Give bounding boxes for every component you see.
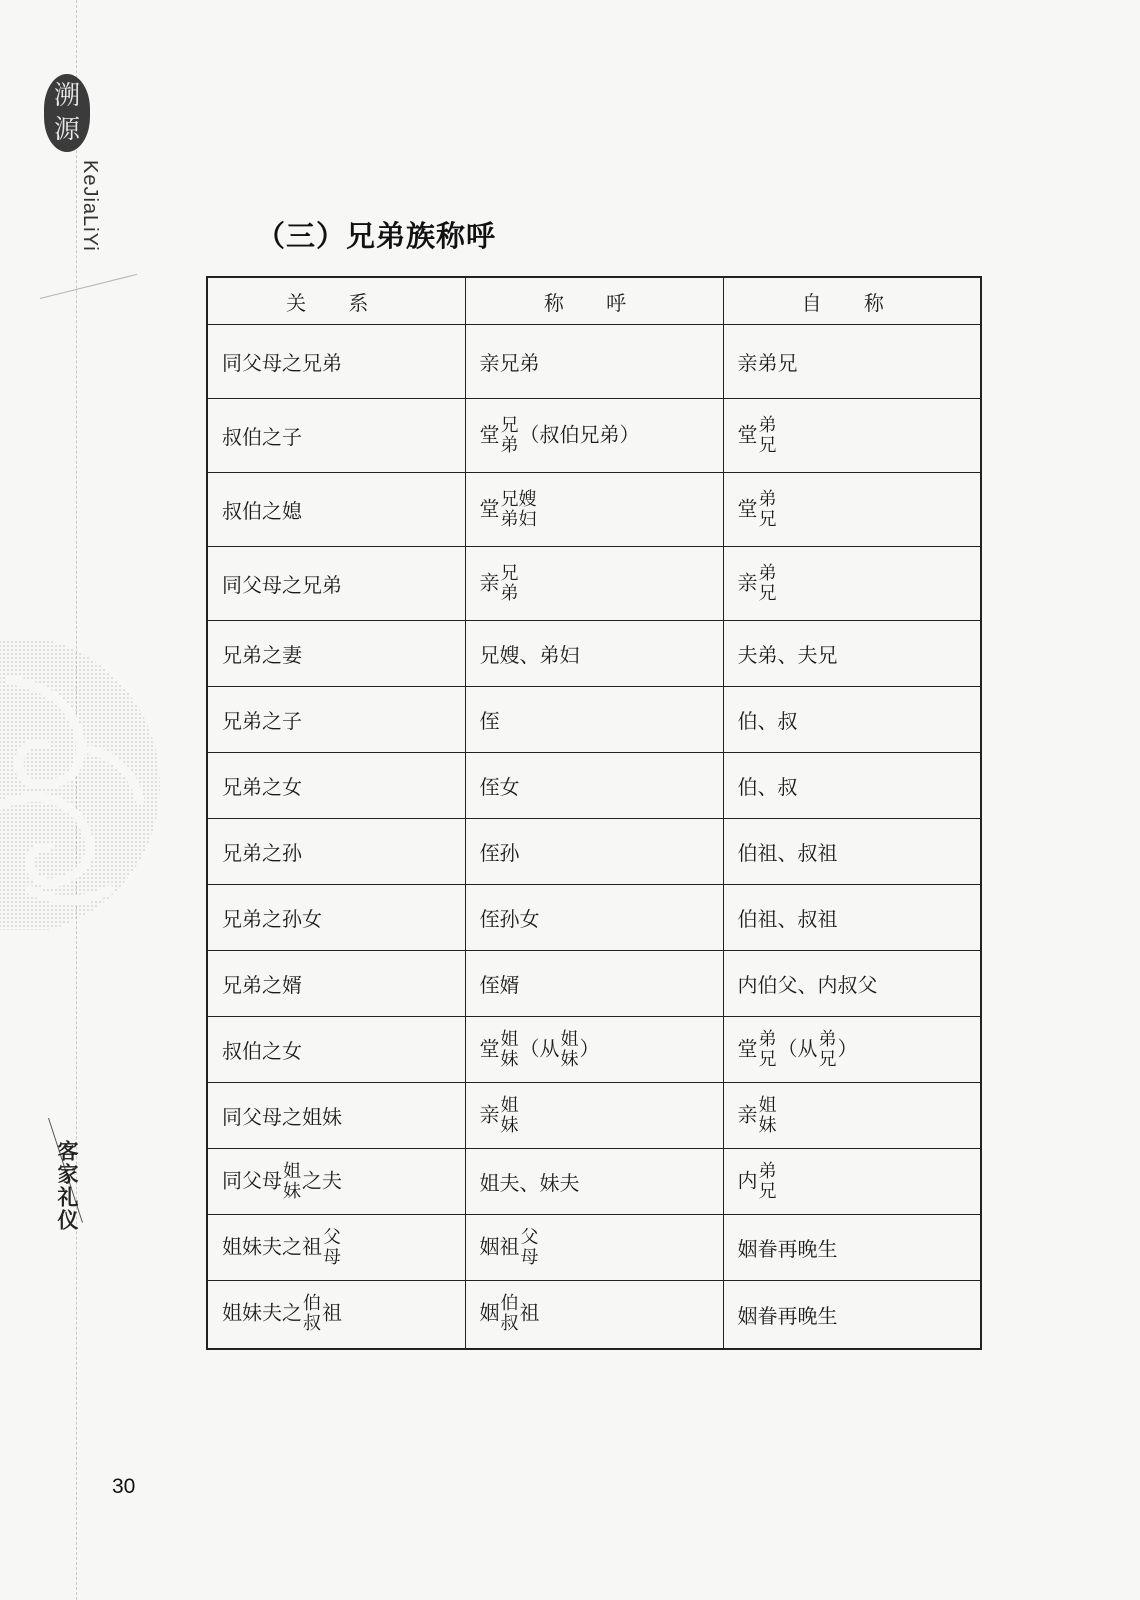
header-self-address: 自 称	[723, 277, 981, 325]
cell-text: 亲	[737, 570, 758, 594]
cell-text: 侄女	[479, 775, 520, 799]
cell-address	[465, 819, 723, 885]
cell-self-address	[723, 819, 981, 885]
stacked-characters	[759, 416, 777, 456]
stacked-characters	[819, 1030, 837, 1070]
stacked-character: 姐	[560, 1028, 579, 1050]
stacked-character: 弟	[500, 582, 519, 604]
cell-text: （从	[519, 1036, 560, 1060]
stacked-character: 母	[520, 1246, 539, 1268]
stacked-character: 弟	[758, 488, 777, 510]
stacked-characters	[501, 416, 519, 456]
cell-text: 兄弟之婿	[222, 973, 302, 997]
stacked-characters	[759, 1030, 777, 1070]
cell-text: 之夫	[302, 1168, 342, 1192]
cell-relation	[207, 753, 465, 819]
stacked-character: 弟	[758, 414, 777, 436]
cell-address	[465, 473, 723, 547]
cell-text: 姐夫、妹夫	[479, 1171, 580, 1195]
stacked-characters	[501, 490, 537, 530]
table-row	[207, 687, 981, 753]
table-row	[207, 1149, 981, 1215]
cell-text: 叔伯之媳	[222, 499, 302, 523]
cell-self-address	[723, 399, 981, 473]
stacked-character: 弟	[758, 1160, 777, 1182]
seal-char: 溯	[53, 81, 80, 111]
stacked-character: 妹	[500, 1114, 519, 1136]
cell-address	[465, 1149, 723, 1215]
stacked-character: 兄	[500, 414, 519, 436]
cell-address	[465, 621, 723, 687]
cloud-ornament-icon	[0, 640, 170, 930]
stacked-character: 妹	[283, 1180, 301, 1202]
stacked-character: 兄	[758, 1180, 777, 1202]
cell-text: （叔伯兄弟）	[519, 422, 640, 446]
table-row	[207, 1215, 981, 1281]
stacked-character: 兄	[500, 562, 519, 584]
cell-text: 侄孙女	[479, 907, 540, 931]
stacked-character: 叔	[303, 1313, 321, 1335]
seal-logo	[44, 74, 90, 152]
cell-address	[465, 1281, 723, 1349]
page-number: 30	[112, 1475, 136, 1498]
cell-relation	[207, 687, 465, 753]
stacked-character: 父	[520, 1226, 539, 1248]
cell-self-address	[723, 1083, 981, 1149]
cell-relation	[207, 1149, 465, 1215]
stacked-character: 伯	[303, 1293, 321, 1315]
cell-text: ）	[579, 1036, 600, 1060]
stacked-characters	[759, 564, 777, 604]
cell-relation	[207, 1215, 465, 1281]
cell-relation	[207, 1083, 465, 1149]
table-row	[207, 1083, 981, 1149]
cell-text: 兄嫂、弟妇	[479, 643, 580, 667]
cell-text: 姻眷再晚生	[737, 1237, 838, 1261]
cell-self-address	[723, 1017, 981, 1083]
cell-text: 姻祖	[479, 1234, 520, 1258]
table-row	[207, 325, 981, 399]
cell-text: 兄弟之妻	[222, 643, 302, 667]
cell-text: 堂	[737, 1036, 758, 1060]
stacked-characters	[501, 1294, 519, 1334]
cell-address	[465, 885, 723, 951]
stacked-characters	[759, 1096, 777, 1136]
decorative-diagonal-line	[40, 274, 137, 299]
cell-text: 姐妹夫之祖	[222, 1234, 322, 1258]
cell-address	[465, 1017, 723, 1083]
cell-text: 侄孙	[479, 841, 520, 865]
cell-relation	[207, 885, 465, 951]
cell-text: 堂	[479, 1036, 500, 1060]
cell-self-address	[723, 325, 981, 399]
stacked-character: 兄	[758, 508, 777, 530]
table-header-row	[207, 277, 981, 325]
stacked-character: 兄	[758, 582, 777, 604]
cell-text: 堂	[479, 422, 500, 446]
cell-text: 内	[737, 1168, 758, 1192]
cell-self-address	[723, 753, 981, 819]
cell-self-address	[723, 951, 981, 1017]
stacked-character: 母	[323, 1246, 341, 1268]
stacked-character: 姐	[500, 1094, 519, 1116]
stacked-character: 弟	[818, 1028, 837, 1050]
stacked-characters	[561, 1030, 579, 1070]
cell-self-address	[723, 1281, 981, 1349]
stacked-character: 兄	[758, 434, 777, 456]
cell-self-address	[723, 885, 981, 951]
cell-text: 姻	[479, 1300, 500, 1325]
stacked-character: 妹	[758, 1114, 777, 1136]
stacked-characters	[521, 1228, 539, 1268]
cell-text: 兄弟之子	[222, 709, 302, 733]
stacked-character: 姐	[500, 1028, 519, 1050]
seal-char: 源	[53, 115, 80, 145]
cell-relation	[207, 399, 465, 473]
cell-self-address	[723, 473, 981, 547]
stacked-characters	[501, 564, 519, 604]
cell-text: 同父母	[222, 1168, 282, 1192]
table-row	[207, 473, 981, 547]
section-title: （三）兄弟族称呼	[256, 219, 497, 253]
cell-text: 同父母之兄弟	[222, 573, 342, 597]
stacked-characters	[283, 1162, 301, 1202]
cell-relation	[207, 1281, 465, 1349]
cell-address	[465, 547, 723, 621]
cell-address	[465, 1083, 723, 1149]
cell-text: 堂	[737, 422, 758, 446]
cell-address	[465, 325, 723, 399]
stacked-characters	[759, 1162, 777, 1202]
stacked-character: 兄	[758, 1048, 777, 1070]
stacked-character: 弟妇	[500, 508, 537, 530]
cell-self-address	[723, 1215, 981, 1281]
cell-self-address	[723, 547, 981, 621]
cell-relation	[207, 621, 465, 687]
cell-text: 亲兄弟	[479, 351, 540, 375]
cell-text: 侄	[479, 709, 500, 733]
cell-self-address	[723, 1149, 981, 1215]
cell-text: 亲	[479, 570, 500, 594]
cell-text: 亲	[479, 1102, 500, 1126]
stacked-character: 兄	[818, 1048, 837, 1070]
header-address: 称 呼	[465, 277, 723, 325]
stacked-characters	[501, 1096, 519, 1136]
cell-relation	[207, 951, 465, 1017]
stacked-character: 伯	[500, 1293, 519, 1315]
table-row	[207, 819, 981, 885]
cell-text: 侄婿	[479, 973, 520, 997]
stacked-character: 弟	[758, 562, 777, 584]
stacked-character: 妹	[560, 1048, 579, 1070]
cell-text: （从	[777, 1036, 818, 1060]
cell-text: 叔伯之子	[222, 425, 302, 449]
cell-text: 姻眷再晚生	[737, 1303, 838, 1328]
cell-self-address	[723, 687, 981, 753]
stacked-characters	[303, 1294, 321, 1334]
cell-relation	[207, 819, 465, 885]
stacked-character: 姐	[283, 1160, 301, 1182]
cell-relation	[207, 547, 465, 621]
cell-text: 夫弟、夫兄	[737, 643, 838, 667]
table-row	[207, 753, 981, 819]
table-row	[207, 885, 981, 951]
table-row	[207, 399, 981, 473]
cell-self-address	[723, 621, 981, 687]
cell-text: 堂	[479, 496, 500, 520]
cell-text: 同父母之姐妹	[222, 1105, 342, 1129]
book-latin-title: KeJiaLiYi	[79, 160, 101, 252]
cell-text: 兄弟之孙女	[222, 907, 322, 931]
cell-text: 伯、叔	[737, 775, 798, 799]
cell-relation	[207, 1017, 465, 1083]
stacked-character: 妹	[500, 1048, 519, 1070]
stacked-character: 叔	[500, 1313, 519, 1335]
cell-text: 兄弟之孙	[222, 841, 302, 865]
cell-text: 伯祖、叔祖	[737, 841, 838, 865]
cell-address	[465, 951, 723, 1017]
table-row	[207, 951, 981, 1017]
table-row	[207, 547, 981, 621]
cell-text: 堂	[737, 496, 758, 520]
cell-address	[465, 399, 723, 473]
cell-relation	[207, 325, 465, 399]
stacked-character: 弟	[500, 434, 519, 456]
header-relation: 关 系	[207, 277, 465, 325]
stacked-characters	[323, 1228, 341, 1268]
cell-text: 亲弟兄	[737, 351, 798, 375]
table-row	[207, 1281, 981, 1349]
cell-text: 同父母之兄弟	[222, 351, 342, 375]
cell-relation	[207, 473, 465, 547]
stacked-characters	[501, 1030, 519, 1070]
stacked-character: 弟	[758, 1028, 777, 1050]
cell-text: 姐妹夫之	[222, 1300, 302, 1325]
stacked-characters	[759, 490, 777, 530]
cell-address	[465, 1215, 723, 1281]
cell-address	[465, 687, 723, 753]
stacked-character: 兄嫂	[500, 488, 537, 510]
cell-text: 内伯父、内叔父	[737, 973, 878, 997]
stacked-character: 父	[323, 1226, 341, 1248]
cell-text: ）	[837, 1036, 858, 1060]
kinship-table-body	[207, 325, 981, 1349]
cell-text: 伯祖、叔祖	[737, 907, 838, 931]
cell-text: 兄弟之女	[222, 775, 302, 799]
cell-text: 伯、叔	[737, 709, 798, 733]
cell-text: 叔伯之女	[222, 1039, 302, 1063]
book-chinese-title: 客家礼仪	[55, 1140, 79, 1232]
cell-text: 亲	[737, 1102, 758, 1126]
table-row	[207, 1017, 981, 1083]
cell-text: 祖	[322, 1300, 342, 1325]
cell-text: 祖	[519, 1300, 540, 1325]
kinship-table	[206, 276, 982, 1350]
stacked-character: 姐	[758, 1094, 777, 1116]
cell-address	[465, 753, 723, 819]
table-row	[207, 621, 981, 687]
